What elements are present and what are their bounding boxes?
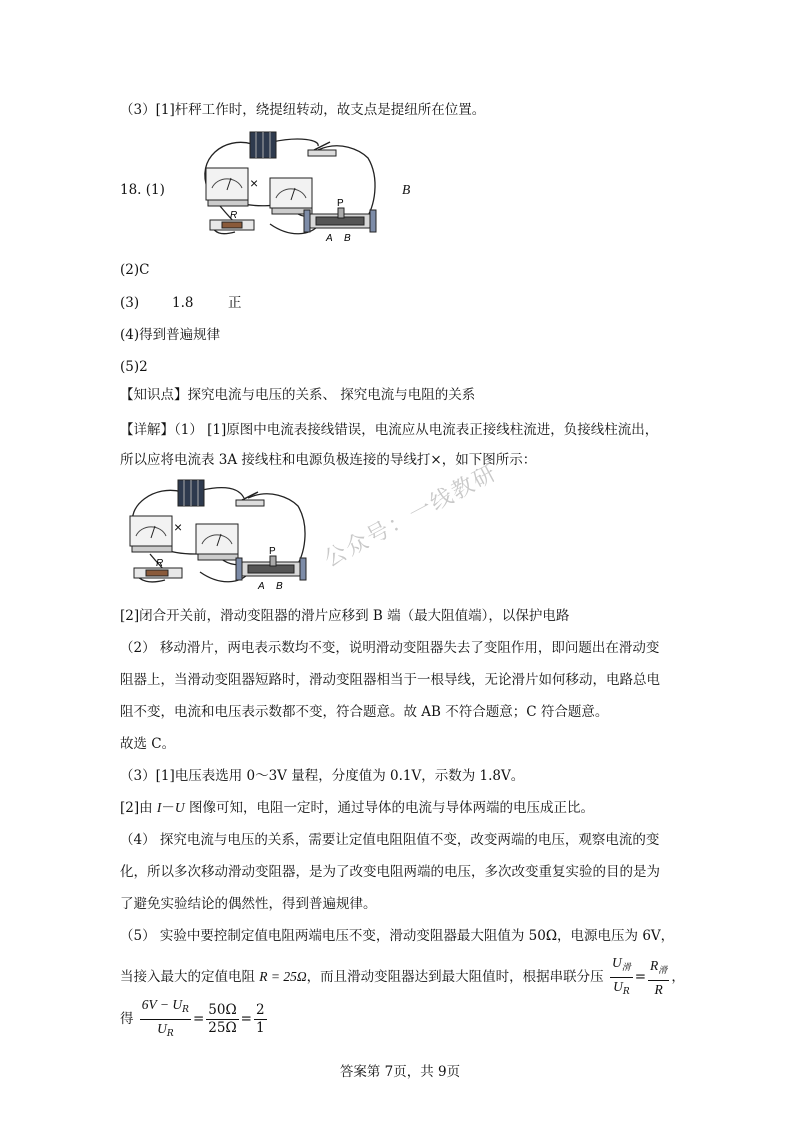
circuit-diagram-detail xyxy=(120,476,320,594)
detail-4a: （4） 探究电流与电压的关系，需要让定值电阻阻值不变，改变两端的电压，观察电流的变 xyxy=(120,832,660,848)
ammeter-icon xyxy=(130,516,172,552)
formula-line: 得 $\frac{6V - U_R}{U_R}$ = $\frac{50\Omega}{25\Omega}$ = $\frac{2}{1}$ xyxy=(120,996,269,1043)
answer-5: (5)2 xyxy=(120,359,148,375)
detail-4b: 化，所以多次移动滑动变阻器，是为了改变电阻两端的电压，多次改变重复实验的目的是为 xyxy=(120,864,660,880)
detail-5a: （5） 实验中要控制定值电阻两端电压不变，滑动变阻器最大阻值为 50Ω，电源电压为 6V， xyxy=(120,928,675,944)
label-a: A xyxy=(258,581,265,592)
rheostat-icon xyxy=(236,556,306,580)
fraction-u-ratio: $\frac{U_滑}{U_R}$ xyxy=(611,955,631,997)
answer-3-value: 1.8 xyxy=(172,295,194,311)
rheostat-icon xyxy=(304,208,376,232)
intro-line: （3）[1]杆秤工作时，绕提纽转动，故支点是提纽所在位置。 xyxy=(120,102,486,118)
detail-3a: （3）[1]电压表选用 0～3V 量程，分度值为 0.1V，示数为 1.8V。 xyxy=(120,768,525,784)
fraction-voltage: $\frac{6V - U_R}{U_R}$ xyxy=(141,997,189,1039)
q18-label: 18. (1) xyxy=(120,182,165,198)
fraction-r-ratio: $\frac{R_滑}{R}$ xyxy=(650,957,668,997)
detail-5b: 当接入最大的定值电阻 R = 25Ω，而且滑动变阻器达到最大阻值时，根据串联分压 $\frac{U_滑}{U_R}$ = $\frac{R_滑}{R}$ ， xyxy=(120,954,685,1001)
label-a: A xyxy=(326,233,333,244)
answer-3-label: (3) xyxy=(120,295,140,311)
detail-1c: [2]闭合开关前，滑动变阻器的滑片应移到 B 端（最大阻值端），以保护电路 xyxy=(120,608,570,624)
circuit-diagram-answer xyxy=(190,128,390,246)
detail-2a: （2） 移动滑片，两电表示数均不变，说明滑动变阻器失去了变阻作用，即问题出在滑动变 xyxy=(120,640,660,656)
detail-3b-u: U xyxy=(174,800,185,815)
resistor-icon xyxy=(134,568,182,578)
detail-2b: 阻器上，当滑动变阻器短路时，滑动变阻器相当于一根导线，无论滑片如何移动，电路总电 xyxy=(120,672,660,688)
detail-4c: 了避免实验结论的偶然性，得到普遍规律。 xyxy=(120,896,377,912)
fraction-ratio: $\frac{2}{1}$ xyxy=(255,1002,265,1036)
cross-mark-icon: × xyxy=(250,175,259,191)
label-p: P xyxy=(269,546,276,557)
voltmeter-icon xyxy=(196,524,238,560)
battery-icon xyxy=(250,132,276,158)
label-p: P xyxy=(337,198,344,209)
detail-5b-pre: 当接入最大的定值电阻 xyxy=(120,969,260,985)
answer-3-word: 正 xyxy=(228,295,242,311)
fraction-resistance: $\frac{50\Omega}{25\Omega}$ xyxy=(208,1002,237,1036)
label-r: R xyxy=(156,558,164,569)
battery-icon xyxy=(178,480,204,506)
ammeter-icon xyxy=(206,168,248,206)
detail-5b-eq: R = 25Ω xyxy=(259,969,307,984)
detail-2d: 故选 C。 xyxy=(120,736,176,752)
label-b: B xyxy=(344,233,351,244)
label-b: B xyxy=(276,581,283,592)
watermark: 公众号：一线教研 xyxy=(320,460,502,573)
answer-4: (4)得到普遍规律 xyxy=(120,327,221,343)
detail-3b-dash: － xyxy=(161,800,175,816)
resistor-icon xyxy=(210,220,254,230)
voltmeter-icon xyxy=(270,178,312,214)
detail-5b-mid: ，而且滑动变阻器达到最大阻值时，根据串联分压 xyxy=(306,969,604,985)
detail-3b-pre: [2]由 xyxy=(120,800,157,816)
page-footer: 答案第 7页，共 9页 xyxy=(339,1064,461,1080)
answer-2: (2)C xyxy=(120,262,150,278)
detail-2c: 阻不变，电流和电压表示数都不变，符合题意。故 AB 不符合题意；C 符合题意。 xyxy=(120,704,609,720)
detail-3b-post: 图像可知，电阻一定时，通过导体的电流与导体两端的电压成正比。 xyxy=(184,800,594,816)
detail-3b-i: I xyxy=(156,800,162,815)
detail-3b xyxy=(120,798,594,818)
answer-b: B xyxy=(402,182,411,197)
detail-1a: 【详解】（1） [1]原图中电流表接线错误，电流应从电流表正接线柱流进，负接线柱流出， xyxy=(120,422,659,438)
cross-mark-icon: × xyxy=(174,519,183,535)
label-r: R xyxy=(230,210,238,221)
knowledge-line: 【知识点】探究电流与电压的关系、 探究电流与电阻的关系 xyxy=(120,387,476,403)
detail-1b: 所以应将电流表 3A 接线柱和电源负极连接的导线打×，如下图所示： xyxy=(120,452,537,468)
